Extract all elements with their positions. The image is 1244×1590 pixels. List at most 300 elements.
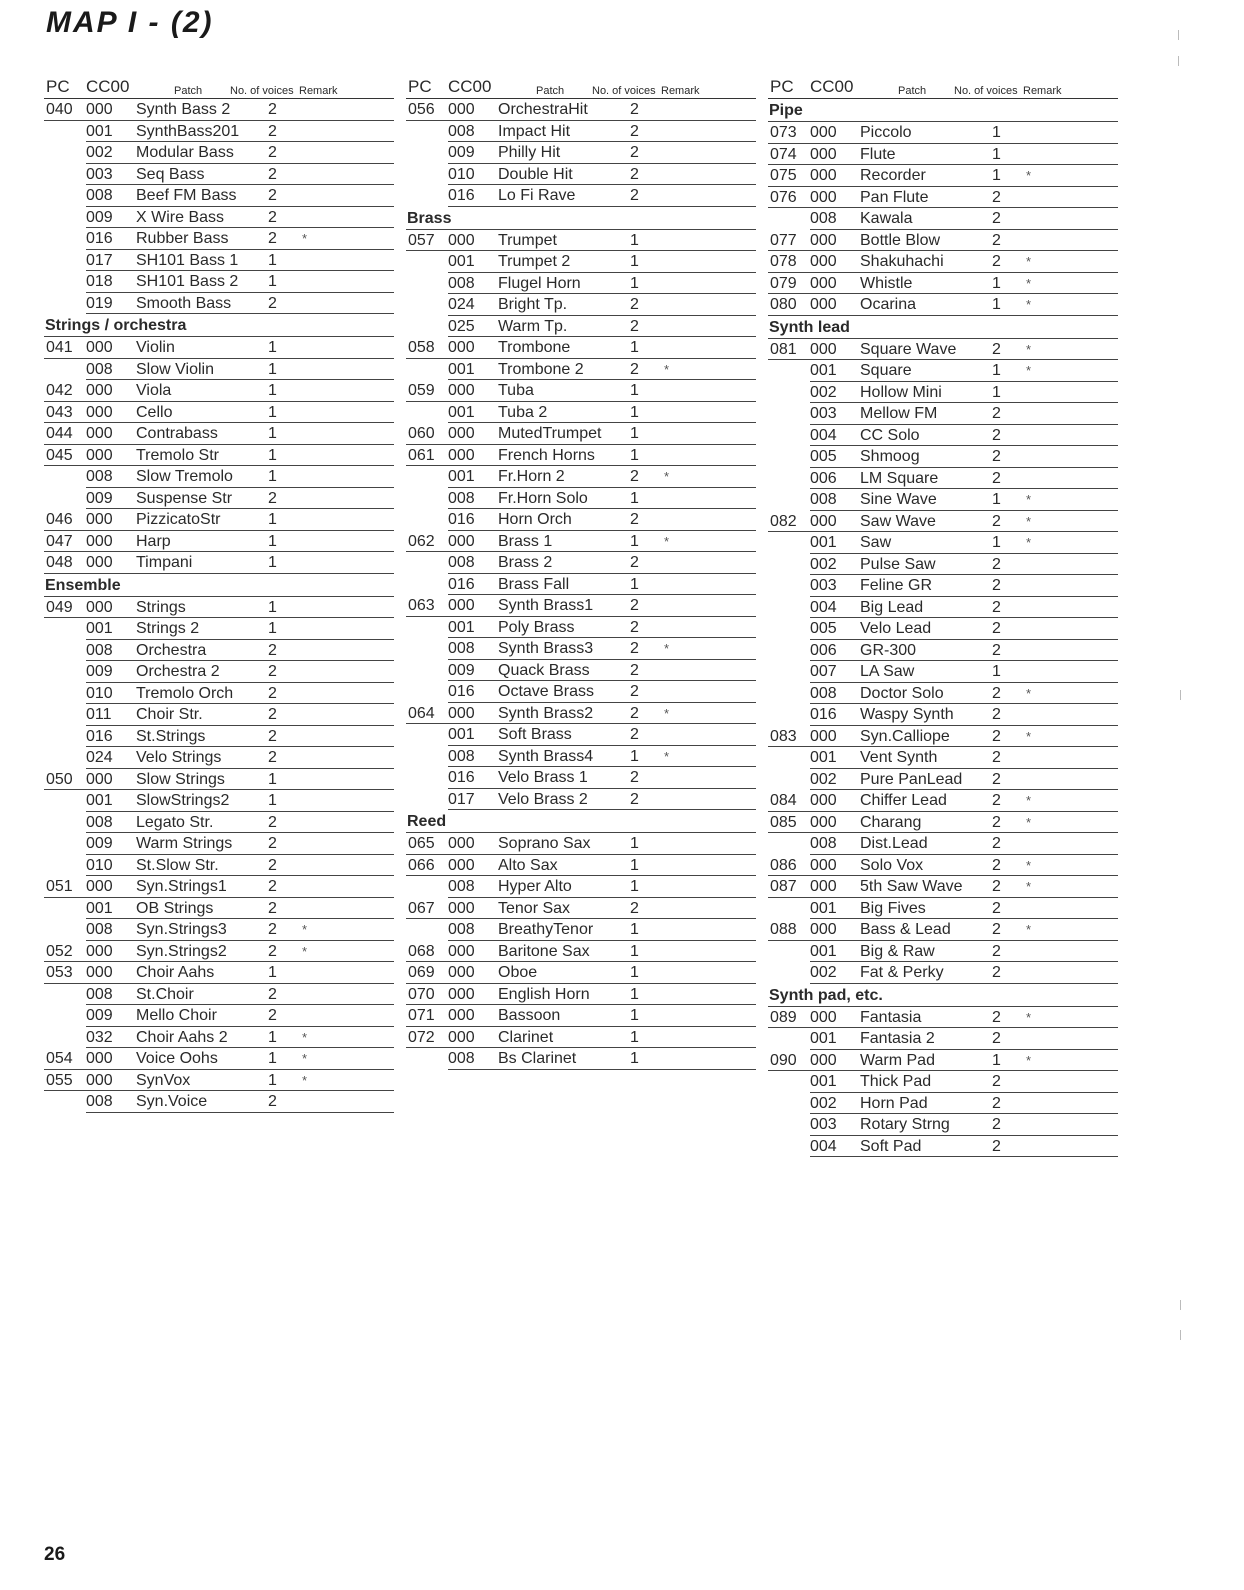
patch-remark: * <box>1026 922 1032 937</box>
patch-name: Syn.Calliope <box>860 727 950 745</box>
patch-name: Warm Tp. <box>498 317 568 335</box>
patch-remark: * <box>302 943 308 959</box>
patch-voices: 1 <box>268 532 277 550</box>
patch-name: St.Choir <box>136 985 194 1003</box>
patch-voices: 1 <box>992 296 1001 313</box>
patch-cc00: 000 <box>810 340 837 358</box>
patch-cc00: 009 <box>86 1007 113 1024</box>
patch-name: MutedTrumpet <box>498 425 602 442</box>
patch-row <box>44 509 394 531</box>
patch-name: Kawala <box>860 210 913 227</box>
patch-row <box>768 122 1118 144</box>
patch-row <box>406 185 756 207</box>
patch-cc00: 001 <box>448 360 475 378</box>
patch-pc: 082 <box>770 512 797 530</box>
patch-name: Synth Brass2 <box>498 704 594 722</box>
header-voices: No. of voices <box>592 85 656 97</box>
patch-voices: 2 <box>992 469 1001 487</box>
patch-voices: 2 <box>268 489 277 507</box>
patch-row <box>768 294 1118 316</box>
patch-remark: * <box>302 231 308 246</box>
patch-cc00: 008 <box>86 468 113 485</box>
patch-voices: 1 <box>992 663 1001 680</box>
patch-row <box>44 618 394 640</box>
patch-row <box>406 466 756 488</box>
patch-remark: * <box>1026 513 1032 529</box>
patch-voices: 2 <box>630 122 639 140</box>
patch-row <box>768 1028 1118 1050</box>
patch-cc00: 010 <box>86 856 113 874</box>
patch-voices: 2 <box>992 856 1001 874</box>
patch-row <box>44 185 394 207</box>
patch-name: Synth Brass1 <box>498 597 594 614</box>
patch-cc00: 008 <box>86 360 113 378</box>
patch-cc00: 005 <box>810 448 837 465</box>
patch-name: Contrabass <box>136 425 218 442</box>
patch-voices: 2 <box>992 1137 1001 1155</box>
patch-cc00: 000 <box>86 1050 113 1067</box>
patch-row <box>768 251 1118 273</box>
patch-row <box>768 339 1118 361</box>
patch-cc00: 000 <box>448 446 475 464</box>
patch-name: Orchestra 2 <box>136 663 220 680</box>
row-rule <box>44 573 394 574</box>
patch-voices: 2 <box>630 769 639 786</box>
patch-name: Soft Brass <box>498 726 572 743</box>
patch-row <box>406 402 756 424</box>
patch-cc00: 000 <box>86 425 113 442</box>
patch-row <box>768 208 1118 230</box>
patch-cc00: 001 <box>448 403 475 421</box>
patch-row <box>768 812 1118 834</box>
patch-row <box>768 1093 1118 1115</box>
patch-voices: 2 <box>992 942 1001 960</box>
patch-name: Cello <box>136 403 173 421</box>
patch-cc00: 017 <box>86 251 113 269</box>
patch-row <box>768 597 1118 619</box>
patch-voices: 1 <box>268 792 277 809</box>
patch-row <box>44 337 394 359</box>
patch-cc00: 001 <box>86 122 113 140</box>
patch-cc00: 016 <box>448 575 475 593</box>
patch-voices: 2 <box>268 165 277 183</box>
patch-name: Bassoon <box>498 1007 561 1024</box>
patch-name: Choir Aahs 2 <box>136 1028 228 1046</box>
patch-cc00: 000 <box>86 382 113 399</box>
patch-voices: 2 <box>630 317 639 335</box>
patch-pc: 072 <box>408 1028 435 1046</box>
patch-row <box>44 984 394 1006</box>
patch-name: Square Wave <box>860 340 957 358</box>
patch-cc00: 000 <box>810 727 837 745</box>
patch-voices: 2 <box>630 187 639 204</box>
patch-row <box>44 466 394 488</box>
patch-cc00: 032 <box>86 1028 113 1046</box>
patch-cc00: 000 <box>448 899 475 917</box>
patch-row <box>44 121 394 143</box>
patch-voices: 2 <box>268 921 277 938</box>
patch-name: Trumpet 2 <box>498 253 571 270</box>
patch-name: Doctor Solo <box>860 684 944 702</box>
patch-cc00: 008 <box>810 684 837 702</box>
patch-cc00: 000 <box>448 101 475 118</box>
patch-row <box>768 489 1118 511</box>
patch-remark: * <box>1026 297 1032 312</box>
patch-name: Velo Strings <box>136 749 222 766</box>
patch-voices: 1 <box>992 534 1001 551</box>
patch-name: English Horn <box>498 985 590 1003</box>
patch-cc00: 004 <box>810 426 837 444</box>
patch-name: Trumpet <box>498 231 557 249</box>
patch-voices: 1 <box>268 554 277 571</box>
patch-remark: * <box>1026 254 1032 269</box>
patch-name: Fantasia <box>860 1008 922 1026</box>
patch-name: Modular Bass <box>136 144 234 161</box>
patch-row <box>406 638 756 660</box>
patch-name: Big Fives <box>860 899 926 917</box>
patch-voices: 2 <box>268 663 277 680</box>
patch-voices: 2 <box>992 405 1001 422</box>
patch-name: Syn.Voice <box>136 1093 208 1110</box>
patch-cc00: 008 <box>86 921 113 938</box>
patch-row <box>44 597 394 619</box>
patch-voices: 2 <box>992 1094 1001 1112</box>
patch-name: Horn Pad <box>860 1094 928 1112</box>
patch-cc00: 009 <box>86 208 113 226</box>
patch-name: Warm Pad <box>860 1051 935 1069</box>
section-heading: Synth lead <box>768 316 1118 339</box>
patch-row <box>44 833 394 855</box>
patch-name: Shmoog <box>860 448 920 465</box>
patch-cc00: 002 <box>810 1094 837 1112</box>
patch-voices: 1 <box>630 878 639 895</box>
patch-pc: 074 <box>770 145 797 163</box>
patch-row <box>768 575 1118 597</box>
patch-row <box>406 962 756 984</box>
patch-voices: 2 <box>992 577 1001 594</box>
patch-voices: 2 <box>992 598 1001 616</box>
patch-pc: 068 <box>408 942 435 960</box>
patch-cc00: 000 <box>810 921 837 938</box>
patch-row <box>406 99 756 121</box>
patch-voices: 1 <box>268 382 277 399</box>
patch-voices: 1 <box>268 360 277 378</box>
header-voices: No. of voices <box>230 85 294 97</box>
patch-name: Voice Oohs <box>136 1050 218 1067</box>
patch-name: Fantasia 2 <box>860 1030 935 1047</box>
patch-name: Viola <box>136 382 172 399</box>
patch-voices: 2 <box>992 835 1001 852</box>
patch-row <box>406 142 756 164</box>
patch-row <box>406 574 756 596</box>
patch-row <box>768 962 1118 984</box>
patch-row <box>44 726 394 748</box>
patch-name: Hollow Mini <box>860 383 942 401</box>
patch-name: Flugel Horn <box>498 274 581 292</box>
patch-cc00: 016 <box>448 511 475 528</box>
patch-voices: 2 <box>992 1116 1001 1133</box>
patch-voices: 2 <box>630 726 639 743</box>
patch-row <box>44 855 394 877</box>
patch-cc00: 008 <box>86 187 113 204</box>
patch-cc00: 000 <box>86 878 113 895</box>
patch-row <box>44 164 394 186</box>
patch-name: Fat & Perky <box>860 964 944 981</box>
header-remark: Remark <box>1023 85 1062 97</box>
patch-voices: 2 <box>992 1073 1001 1090</box>
patch-name: Pan Flute <box>860 188 929 206</box>
patch-cc00: 000 <box>448 985 475 1003</box>
patch-row <box>406 445 756 467</box>
patch-cc00: 000 <box>810 167 837 184</box>
header-patch: Patch <box>898 85 927 97</box>
patch-row <box>406 617 756 639</box>
patch-name: Rotary Strng <box>860 1116 950 1133</box>
patch-cc00: 000 <box>810 253 837 270</box>
patch-row <box>44 683 394 705</box>
patch-voices: 2 <box>268 294 277 312</box>
patch-row <box>406 380 756 402</box>
patch-cc00: 000 <box>810 878 837 895</box>
patch-voices: 1 <box>630 382 639 399</box>
patch-row <box>768 1050 1118 1072</box>
patch-voices: 2 <box>268 835 277 852</box>
patch-voices: 2 <box>268 101 277 118</box>
patch-row <box>768 446 1118 468</box>
row-rule <box>768 315 1118 316</box>
patch-remark: * <box>664 705 670 721</box>
patch-voices: 2 <box>992 231 1001 249</box>
patch-row <box>768 230 1118 252</box>
patch-row <box>406 660 756 682</box>
patch-cc00: 000 <box>86 446 113 464</box>
patch-voices: 2 <box>630 618 639 636</box>
patch-row <box>44 790 394 812</box>
patch-row <box>406 898 756 920</box>
patch-row <box>44 704 394 726</box>
patch-pc: 041 <box>46 339 73 356</box>
patch-pc: 057 <box>408 231 435 249</box>
patch-name: LM Square <box>860 469 939 487</box>
patch-name: OB Strings <box>136 899 214 917</box>
patch-row <box>44 1070 394 1092</box>
patch-remark: * <box>1026 685 1032 701</box>
patch-pc: 079 <box>770 274 797 292</box>
patch-row <box>768 769 1118 791</box>
patch-voices: 2 <box>992 878 1001 895</box>
patch-row <box>406 876 756 898</box>
patch-name: Choir Aahs <box>136 964 215 981</box>
patch-row <box>44 812 394 834</box>
patch-name: Soprano Sax <box>498 835 591 852</box>
patch-voices: 2 <box>630 554 639 571</box>
patch-row <box>44 271 394 293</box>
patch-pc: 066 <box>408 856 435 874</box>
patch-cc00: 024 <box>448 296 475 313</box>
patch-pc: 081 <box>770 340 797 358</box>
patch-pc: 043 <box>46 403 73 421</box>
patch-cc00: 003 <box>810 577 837 594</box>
patch-name: Clarinet <box>498 1028 554 1046</box>
patch-voices: 2 <box>630 640 639 657</box>
patch-name: SH101 Bass 2 <box>136 273 239 290</box>
patch-row <box>406 294 756 316</box>
patch-name: Synth Brass3 <box>498 640 594 657</box>
patch-cc00: 024 <box>86 749 113 766</box>
patch-name: Synth Brass4 <box>498 747 594 765</box>
patch-name: Legato Str. <box>136 813 214 831</box>
patch-row <box>44 531 394 553</box>
header-remark: Remark <box>661 85 700 97</box>
patch-remark: * <box>1026 341 1032 357</box>
patch-voices: 2 <box>268 878 277 895</box>
patch-name: Slow Tremolo <box>136 468 233 485</box>
patch-voices: 1 <box>268 425 277 442</box>
row-rule <box>86 313 394 314</box>
patch-remark: * <box>302 922 308 937</box>
patch-voices: 2 <box>268 1007 277 1024</box>
patch-row <box>768 898 1118 920</box>
header-cc00: CC00 <box>86 77 130 96</box>
patch-cc00: 000 <box>810 792 837 809</box>
patch-voices: 2 <box>268 1093 277 1110</box>
patch-name: 5th Saw Wave <box>860 878 963 895</box>
patch-voices: 1 <box>268 770 277 788</box>
patch-voices: 2 <box>268 856 277 874</box>
patch-cc00: 008 <box>448 489 475 507</box>
patch-voices: 2 <box>992 684 1001 702</box>
patch-pc: 046 <box>46 511 73 528</box>
patch-row <box>44 207 394 229</box>
patch-cc00: 000 <box>448 964 475 981</box>
patch-cc00: 000 <box>86 1071 113 1089</box>
patch-name: Alto Sax <box>498 856 558 874</box>
patch-cc00: 008 <box>448 554 475 571</box>
column-header <box>768 78 1118 99</box>
patch-pc: 054 <box>46 1050 73 1067</box>
patch-name: Waspy Synth <box>860 706 954 723</box>
patch-cc00: 000 <box>448 597 475 614</box>
patch-cc00: 008 <box>448 878 475 895</box>
patch-name: GR-300 <box>860 641 917 659</box>
patch-voices: 2 <box>992 792 1001 809</box>
patch-row <box>768 165 1118 187</box>
patch-row <box>44 769 394 791</box>
patch-name: Bright Tp. <box>498 296 568 313</box>
patch-name: Timpani <box>136 554 193 571</box>
patch-voices: 1 <box>630 921 639 938</box>
patch-voices: 1 <box>630 856 639 874</box>
patch-row <box>768 511 1118 533</box>
patch-remark: * <box>1026 275 1032 291</box>
patch-row <box>44 423 394 445</box>
patch-column-3 <box>768 78 1118 1157</box>
patch-row <box>768 683 1118 705</box>
patch-cc00: 016 <box>810 706 837 723</box>
patch-voices: 2 <box>268 899 277 917</box>
patch-voices: 2 <box>268 706 277 723</box>
patch-voices: 2 <box>630 704 639 722</box>
patch-voices: 1 <box>268 273 277 290</box>
patch-voices: 1 <box>630 1007 639 1024</box>
patch-row <box>44 640 394 662</box>
patch-cc00: 016 <box>448 769 475 786</box>
patch-remark: * <box>1026 168 1032 183</box>
patch-row <box>44 250 394 272</box>
patch-row <box>44 962 394 984</box>
row-rule <box>810 1156 1118 1157</box>
patch-voices: 2 <box>992 188 1001 206</box>
patch-voices: 2 <box>992 813 1001 831</box>
patch-name: Mello Choir <box>136 1007 217 1024</box>
patch-name: Fr.Horn Solo <box>498 489 588 507</box>
patch-cc00: 001 <box>810 1073 837 1090</box>
patch-voices: 2 <box>630 683 639 700</box>
section-heading: Brass <box>406 207 756 230</box>
header-cc00: CC00 <box>448 77 492 96</box>
patch-cc00: 009 <box>448 661 475 679</box>
patch-voices: 2 <box>992 253 1001 270</box>
patch-cc00: 001 <box>448 253 475 270</box>
patch-row <box>768 468 1118 490</box>
patch-name: French Horns <box>498 446 595 464</box>
patch-cc00: 003 <box>810 405 837 422</box>
patch-voices: 1 <box>268 468 277 485</box>
patch-cc00: 000 <box>448 1007 475 1024</box>
patch-row <box>406 488 756 510</box>
patch-name: Syn.Strings1 <box>136 878 227 895</box>
patch-row <box>406 552 756 574</box>
patch-row <box>768 360 1118 382</box>
patch-row <box>768 273 1118 295</box>
patch-row <box>406 509 756 531</box>
patch-cc00: 001 <box>810 362 837 379</box>
patch-cc00: 000 <box>810 274 837 292</box>
patch-remark: * <box>1026 492 1032 507</box>
patch-name: Poly Brass <box>498 618 575 636</box>
header-pc: PC <box>408 77 432 96</box>
patch-row <box>406 1005 756 1027</box>
patch-voices: 2 <box>992 448 1001 465</box>
patch-name: Velo Brass 1 <box>498 769 588 786</box>
patch-row <box>406 681 756 703</box>
patch-pc: 083 <box>770 727 797 745</box>
patch-voices: 1 <box>630 985 639 1003</box>
patch-name: Slow Strings <box>136 770 225 788</box>
patch-voices: 1 <box>630 835 639 852</box>
patch-cc00: 009 <box>448 144 475 161</box>
patch-voices: 1 <box>630 575 639 593</box>
patch-row <box>406 423 756 445</box>
patch-name: Choir Str. <box>136 706 203 723</box>
patch-name: Smooth Bass <box>136 294 232 312</box>
patch-name: Pure PanLead <box>860 770 963 788</box>
patch-voices: 2 <box>992 727 1001 745</box>
patch-row <box>768 941 1118 963</box>
patch-voices: 1 <box>992 1051 1001 1069</box>
patch-remark: * <box>664 533 670 549</box>
patch-name: SH101 Bass 1 <box>136 251 239 269</box>
patch-cc00: 000 <box>86 770 113 788</box>
patch-name: Hyper Alto <box>498 878 572 895</box>
patch-voices: 1 <box>630 532 639 550</box>
patch-name: Orchestra <box>136 641 207 659</box>
patch-voices: 1 <box>268 339 277 356</box>
patch-cc00: 006 <box>810 641 837 659</box>
patch-voices: 2 <box>630 296 639 313</box>
patch-row <box>44 359 394 381</box>
patch-name: X Wire Bass <box>136 208 225 226</box>
